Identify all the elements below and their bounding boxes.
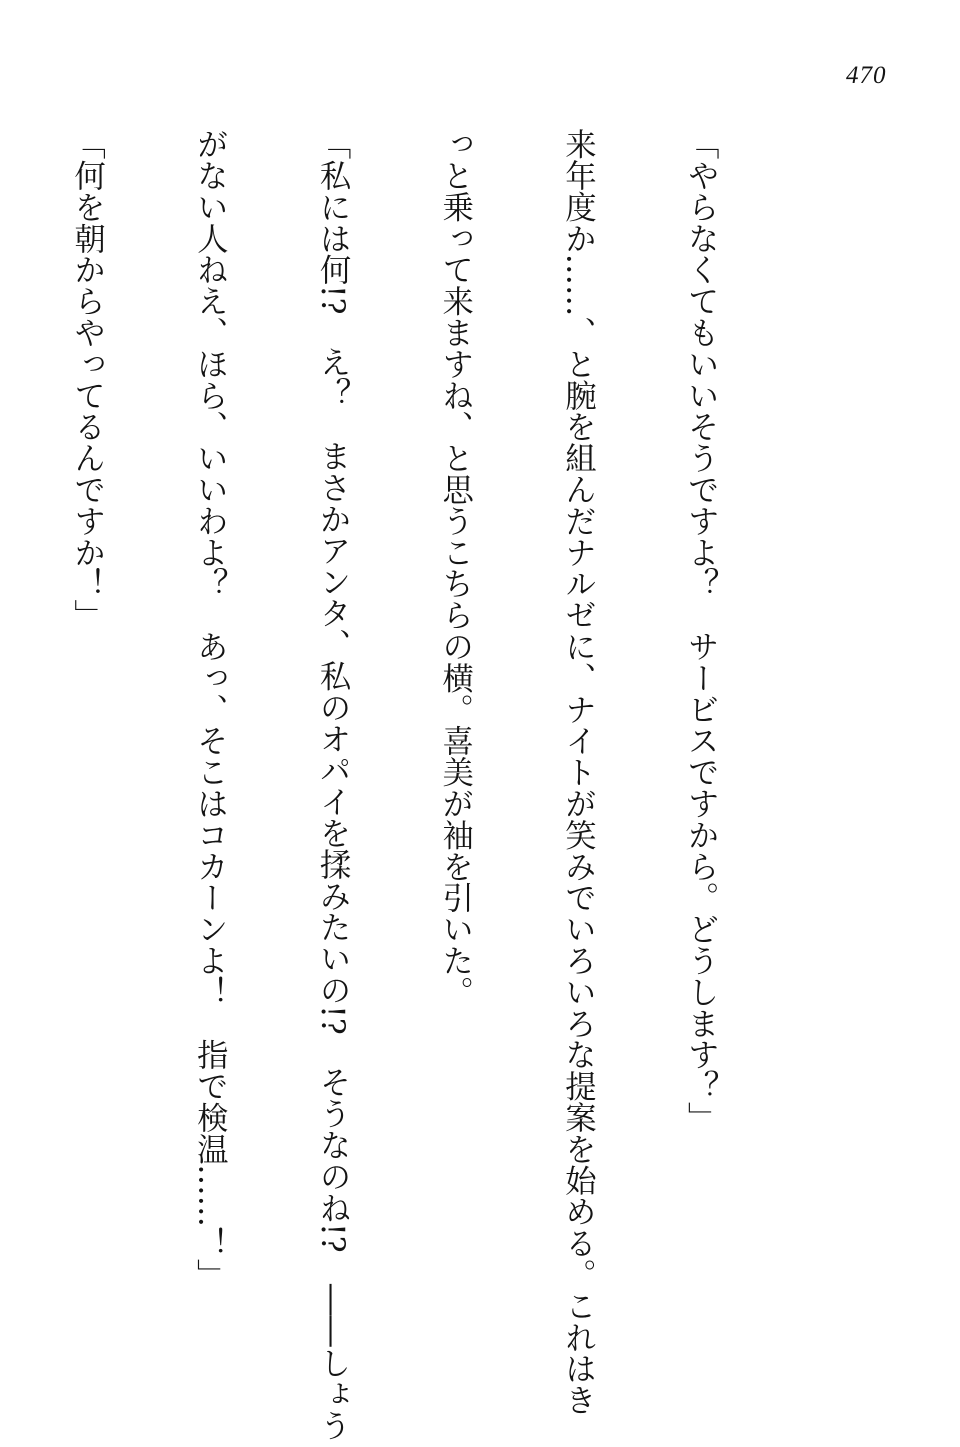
text-line: がない人ねえ、ほら、いいわよ？ あっ、そこはコカーンよ！ 指で検温……！」	[191, 128, 228, 1290]
text-line: 「私には何!? え？ まさかアンタ、私のオパイを揉みたいの!? そうなのね!? ――しょう	[314, 128, 351, 1441]
text-line: 「やらなくてもいいそうですよ？ サービスですから。どうします？」	[682, 128, 719, 1133]
novel-body-text	[68, 128, 802, 1441]
text-line: 「何を朝からやってるんですか！」	[68, 128, 105, 631]
page-number: 470	[846, 62, 887, 89]
text-line: 来年度か……、と腕を組んだナルゼに、ナイトが笑みでいろいろな提案を始める。これはき	[559, 128, 596, 1416]
text-line: っと乗って来ますね、と思うこちらの横。喜美が袖を引いた。	[436, 128, 473, 1008]
